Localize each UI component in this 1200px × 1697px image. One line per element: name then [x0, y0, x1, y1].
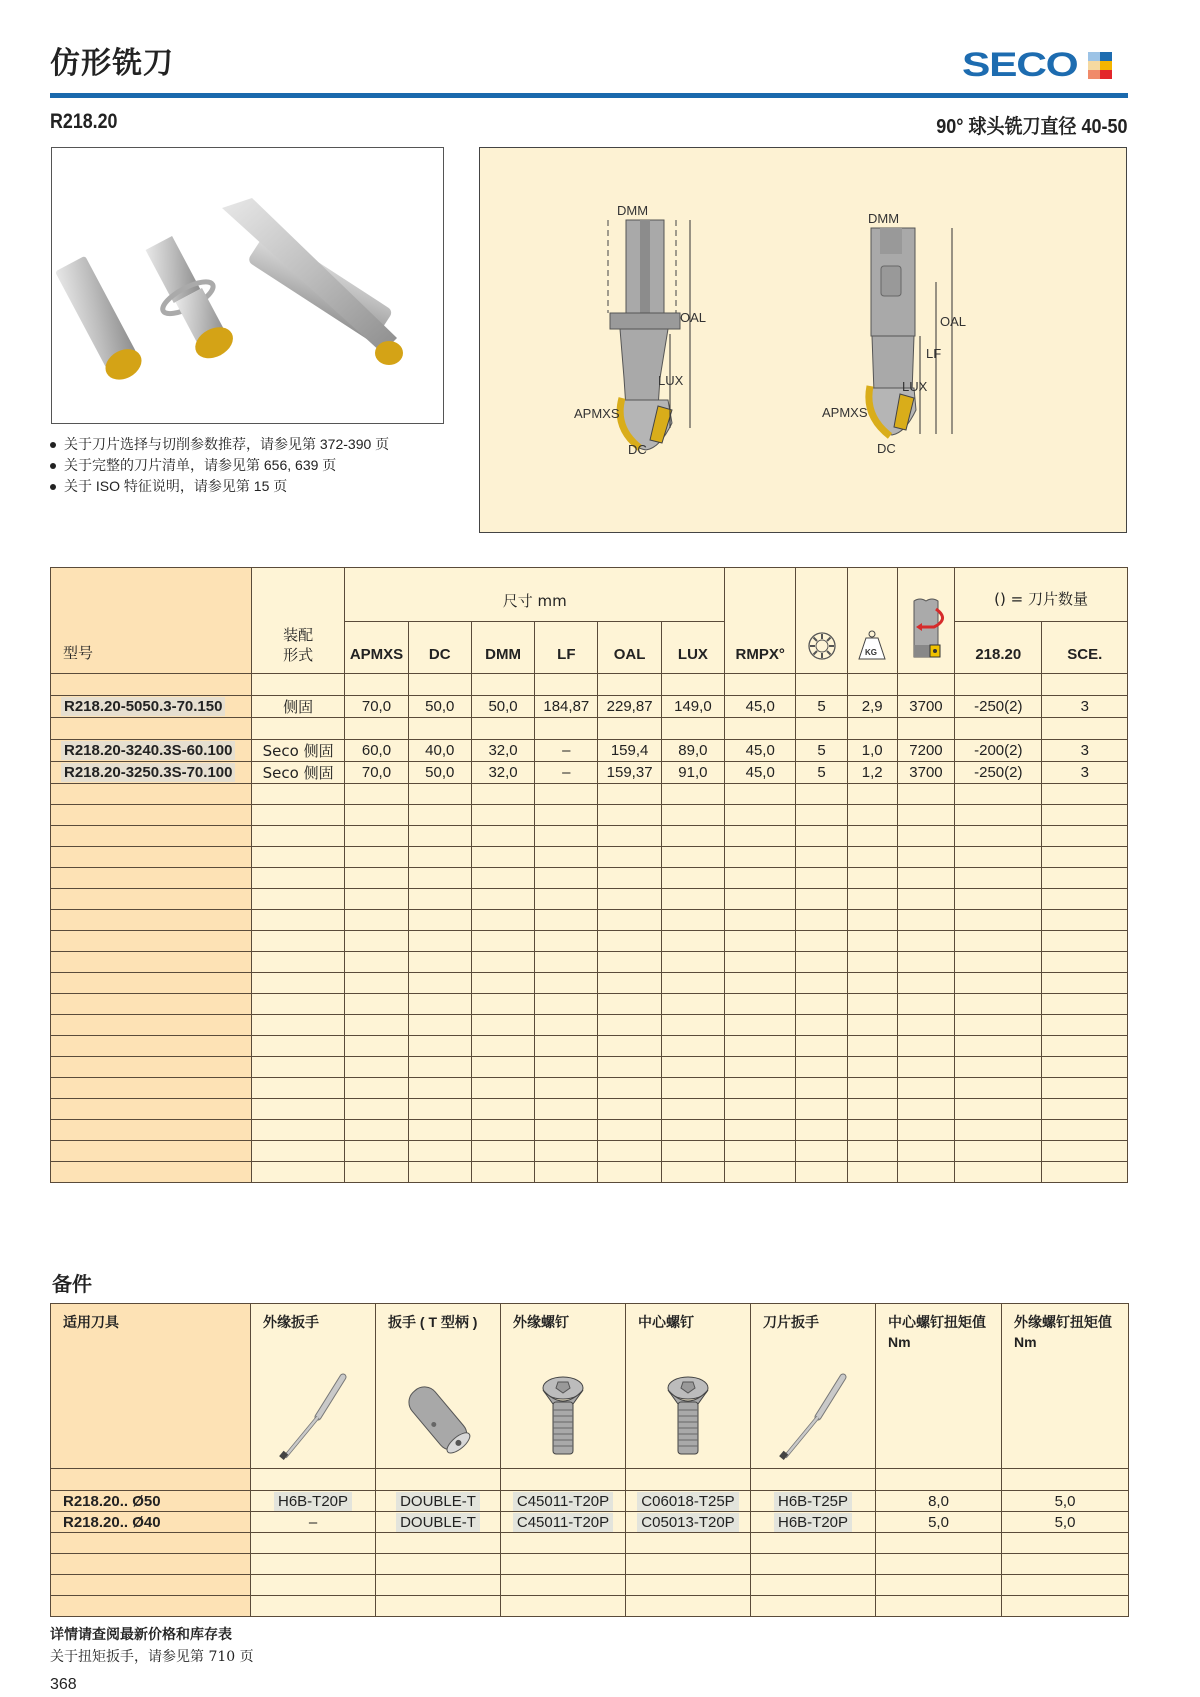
brand-name: SECO [962, 46, 1078, 84]
svg-text:DMM: DMM [868, 211, 900, 226]
header-dmm: DMM [471, 622, 534, 674]
table-empty-row [51, 868, 1128, 889]
model-code: R218.20-5050.3-70.150 [61, 697, 225, 716]
model-code: R218.20-3250.3S-70.100 [61, 763, 235, 782]
svg-text:OAL: OAL [940, 314, 967, 329]
table-empty-row [51, 826, 1128, 847]
wrench-icon [273, 1372, 353, 1462]
table-row: R218.20-5050.3-70.150 侧固 70,0 50,0 50,0 184,87 229,87 149,0 45,0 5 2,9 3700 -250(2) 3 [51, 696, 1128, 718]
part-code: DOUBLE-T [396, 1492, 480, 1511]
table-empty-row [51, 847, 1128, 868]
header-model: 型号 [51, 568, 252, 674]
dimension-diagram [479, 147, 1127, 533]
table-empty-row [51, 1036, 1128, 1057]
footer-price-note: 详情请查阅最新价格和库存表 [50, 1627, 232, 1643]
note-item: 关于刀片选择与切削参数推荐，请参见第 372-390 页 [50, 434, 389, 455]
svg-text:DMM: DMM [617, 203, 649, 218]
svg-text:DC: DC [877, 441, 896, 456]
header-apmxs: APMXS [345, 622, 408, 674]
header-rmpx: RMPX° [725, 568, 796, 674]
part-code: C05013-T20P [637, 1513, 738, 1532]
table-row: R218.20-3240.3S-60.100 Seco 侧固 60,0 40,0 32,0 – 159,4 89,0 45,0 5 1,0 7200 -200(2) 3 [51, 740, 1128, 762]
parts-header-insert-wrench: 刀片扳手 [751, 1304, 876, 1469]
header-lf: LF [535, 622, 598, 674]
bullet-icon [50, 442, 56, 448]
page-title: 仿形铣刀 [50, 46, 174, 81]
page-number: 368 [50, 1676, 77, 1693]
kg-weight-icon [857, 629, 887, 661]
spare-parts-table [50, 1303, 1129, 1617]
table-row: R218.20-3250.3S-70.100 Seco 侧固 70,0 50,0 32,0 – 159,37 91,0 45,0 5 1,2 3700 -250(2) 3 [51, 762, 1128, 784]
part-code: C45011-T20P [513, 1513, 613, 1532]
header-dimensions: 尺寸 mm [345, 568, 725, 622]
screw-icon [533, 1372, 593, 1462]
svg-text:OAL: OAL [680, 310, 707, 325]
svg-text:KG: KG [865, 648, 878, 657]
table-empty-row [51, 1162, 1128, 1183]
table-empty-row [51, 1057, 1128, 1078]
logo-squares-icon [1088, 52, 1112, 79]
table-empty-row [51, 1099, 1128, 1120]
tool-drawing-right [822, 211, 966, 456]
parts-empty-row [51, 1575, 1129, 1596]
parts-empty-row [51, 1533, 1129, 1554]
empty-rows [51, 784, 1128, 1183]
table-empty-row [51, 1141, 1128, 1162]
header-insert-group: () = 刀片数量 [955, 568, 1128, 622]
header-insert-sce: SCE. [1042, 622, 1128, 674]
header-insert-21820: 218.20 [955, 622, 1042, 674]
part-code: H6B-T20P [774, 1513, 852, 1532]
parts-header-tool: 适用刀具 [51, 1304, 251, 1469]
bullet-icon [50, 484, 56, 490]
table-spacer-row [51, 718, 1128, 740]
svg-text:LUX: LUX [658, 373, 684, 388]
table-empty-row [51, 931, 1128, 952]
svg-text:LUX: LUX [902, 379, 928, 394]
series-code: R218.20 [50, 110, 118, 133]
part-code: H6B-T20P [274, 1492, 352, 1511]
parts-empty-row [51, 1554, 1129, 1575]
header-dc: DC [408, 622, 471, 674]
milling-cutters-image [52, 148, 442, 422]
table-empty-row [51, 994, 1128, 1015]
table-empty-row [51, 1120, 1128, 1141]
parts-row: R218.20.. Ø40 – DOUBLE-T C45011-T20P C05013-T20P H6B-T20P 5,0 5,0 [51, 1512, 1129, 1533]
wrench-icon [773, 1372, 853, 1462]
header-mount: 装配形式 [251, 568, 344, 674]
model-code: R218.20-3240.3S-60.100 [61, 741, 235, 760]
part-code: H6B-T25P [774, 1492, 852, 1511]
header-teeth [796, 568, 847, 674]
parts-header-center-torque: 中心螺钉扭矩值 Nm [876, 1304, 1002, 1469]
svg-text:DC: DC [628, 442, 647, 457]
cutter-teeth-icon [807, 631, 837, 661]
part-code: C45011-T20P [513, 1492, 613, 1511]
parts-header-outer-screw: 外缘螺钉 [501, 1304, 626, 1469]
header-rpm [897, 568, 954, 674]
parts-header-outer-torque: 外缘螺钉扭矩值 Nm [1002, 1304, 1129, 1469]
header-rule [50, 93, 1128, 98]
bullet-icon [50, 463, 56, 469]
table-empty-row [51, 1078, 1128, 1099]
svg-text:LF: LF [926, 346, 942, 361]
reference-notes [50, 434, 389, 497]
cutter-spec-table [50, 567, 1128, 1183]
parts-header-center-screw: 中心螺钉 [626, 1304, 751, 1469]
footer-torque-note: 关于扭矩扳手，请参见第 710 页 [50, 1649, 254, 1665]
svg-text:APMXS: APMXS [574, 406, 620, 421]
table-empty-row [51, 952, 1128, 973]
table-empty-row [51, 1015, 1128, 1036]
header-oal: OAL [598, 622, 661, 674]
table-empty-row [51, 910, 1128, 931]
empty-rows [51, 1533, 1129, 1617]
parts-row: R218.20.. Ø50 H6B-T20P DOUBLE-T C45011-T20P C06018-T25P H6B-T25P 8,0 5,0 [51, 1491, 1129, 1512]
screw-icon [658, 1372, 718, 1462]
table-empty-row [51, 973, 1128, 994]
table-empty-row [51, 784, 1128, 805]
tool-drawing-left [574, 203, 706, 457]
series-description: 90° 球头铣刀直径 40-50 [936, 116, 1128, 138]
table-empty-row [51, 889, 1128, 910]
parts-empty-row [51, 1596, 1129, 1617]
seco-logo [962, 46, 1112, 85]
product-photo [51, 147, 444, 424]
table-spacer-row [51, 674, 1128, 696]
table-empty-row [51, 805, 1128, 826]
svg-text:APMXS: APMXS [822, 405, 868, 420]
part-code: DOUBLE-T [396, 1513, 480, 1532]
note-item: 关于完整的刀片清单，请参见第 656, 639 页 [50, 455, 389, 476]
t-handle-icon [398, 1372, 478, 1462]
table-spacer-row [51, 1469, 1129, 1491]
header-lux: LUX [661, 622, 724, 674]
part-code: C06018-T25P [637, 1492, 738, 1511]
parts-header-outer-wrench: 外缘扳手 [251, 1304, 376, 1469]
parts-section-title: 备件 [52, 1272, 92, 1296]
parts-header-t-handle: 扳手 ( T 型柄 ) [376, 1304, 501, 1469]
note-item: 关于 ISO 特征说明，请参见第 15 页 [50, 476, 389, 497]
max-rpm-icon [906, 597, 946, 663]
header-weight [847, 568, 897, 674]
